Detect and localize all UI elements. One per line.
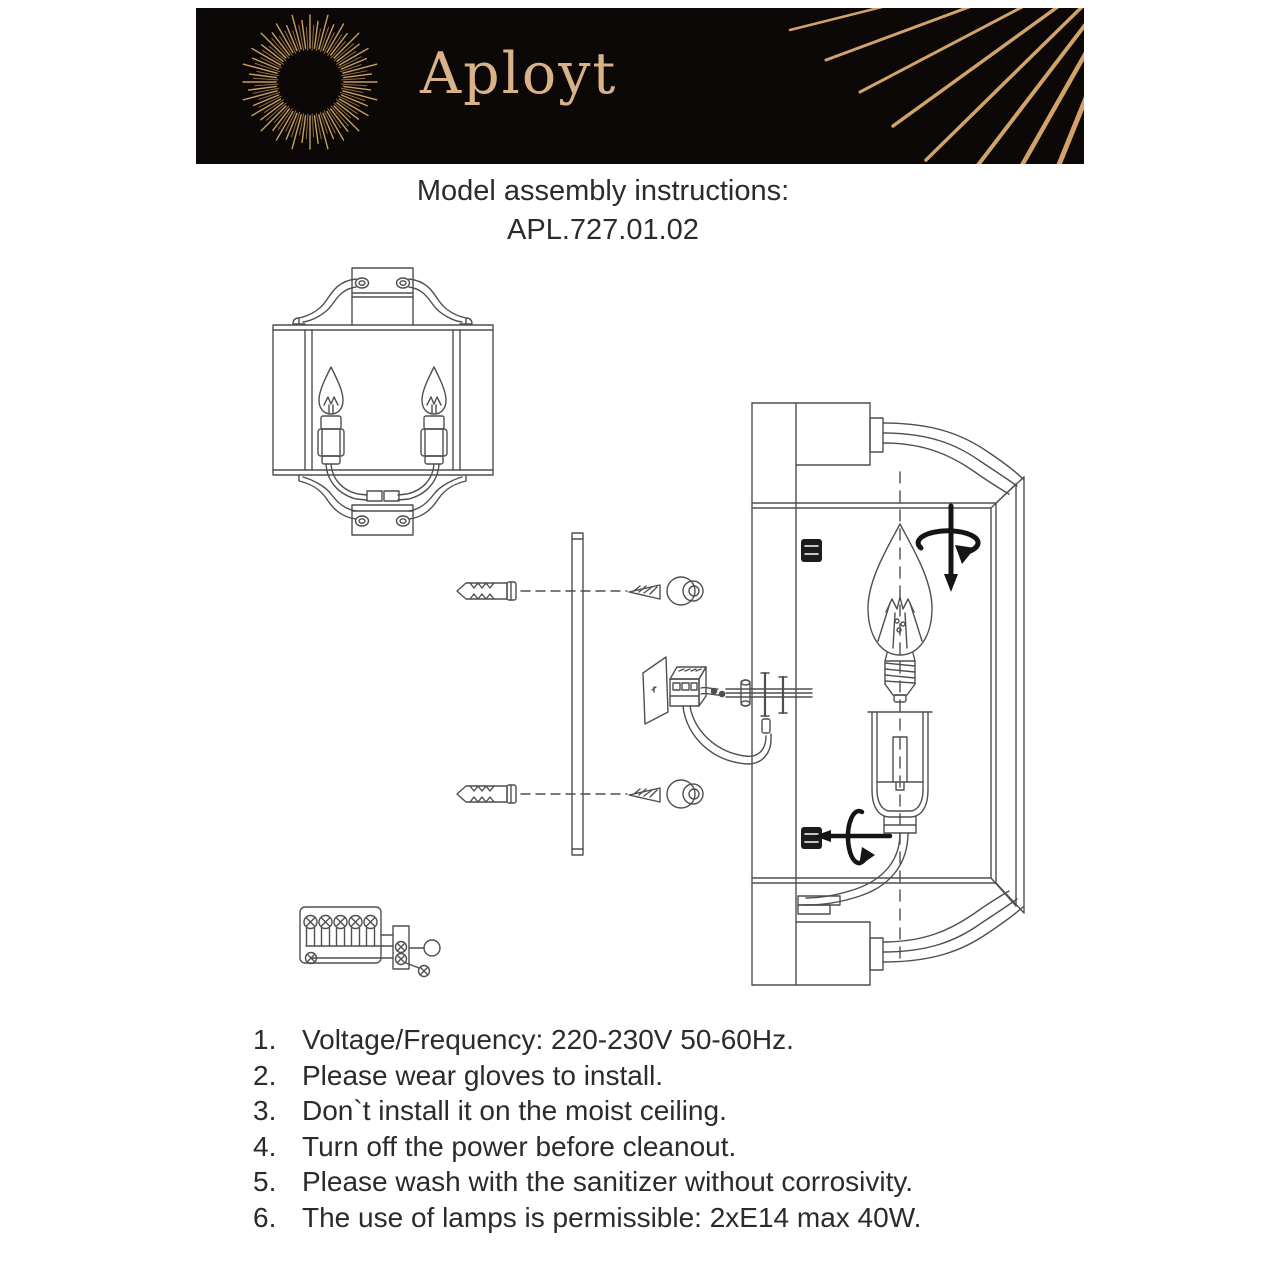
terminal-block-drawing	[300, 907, 440, 977]
instruction-item	[253, 1164, 1093, 1200]
mounting-plate	[643, 657, 668, 724]
instruction-number: 3.	[253, 1095, 277, 1127]
rotate-arrow-icon	[828, 811, 890, 863]
page-title: Model assembly instructions:	[416, 175, 790, 207]
instruction-number: 2.	[253, 1059, 277, 1091]
instruction-item	[253, 1058, 1093, 1094]
wall-plate	[572, 533, 583, 855]
instruction-text: Turn off the power before cleanout.	[302, 1130, 737, 1162]
junction-wiring-drawing	[643, 657, 812, 764]
instruction-number: 6.	[253, 1201, 277, 1233]
instruction-number: 1.	[253, 1024, 277, 1055]
instruction-text: Please wear gloves to install.	[302, 1059, 664, 1091]
exploded-mounting-drawing	[457, 533, 703, 855]
rotate-arrow-icon	[918, 506, 978, 578]
side-view-drawing	[752, 403, 1024, 985]
brand-logo: Aployt	[420, 41, 618, 107]
instruction-item	[253, 1129, 1093, 1165]
set-screw-icon	[801, 539, 822, 849]
front-view-drawing	[273, 268, 493, 535]
wall-anchor-icon	[457, 583, 507, 599]
model-number: APL.727.01.02	[507, 214, 699, 246]
instruction-text: Don`t install it on the moist ceiling.	[302, 1095, 727, 1127]
instruction-item	[253, 1022, 1093, 1058]
instruction-item	[253, 1200, 1093, 1236]
instruction-text: Voltage/Frequency: 220-230V 50-60Hz.	[302, 1024, 794, 1055]
instruction-item	[253, 1093, 1093, 1129]
instruction-number: 4.	[253, 1130, 277, 1162]
instruction-text: Please wash with the sanitizer without corrosivity.	[302, 1166, 914, 1198]
instructions-list	[253, 1022, 1093, 1236]
instruction-text: The use of lamps is permissible: 2xE14 max 40W.	[302, 1201, 922, 1233]
instruction-number: 5.	[253, 1166, 277, 1198]
